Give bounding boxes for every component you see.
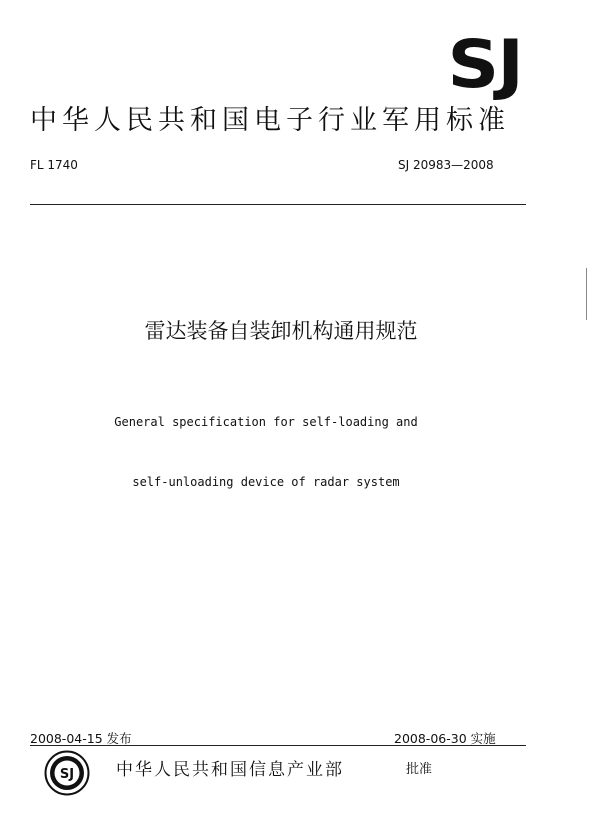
footer-divider <box>30 745 526 746</box>
organization-title: 中华人民共和国电子行业军用标准 <box>30 105 510 136</box>
classification-code: FL 1740 <box>30 158 78 172</box>
implementation-date: 2008-06-30 实施 <box>394 731 496 746</box>
english-title-line-2: self-unloading device of radar system <box>132 475 400 489</box>
scan-edge-mark <box>586 268 587 320</box>
english-title-line-1: General specification for self-loading and <box>114 415 418 429</box>
approval-label: 批准 <box>406 762 433 777</box>
document-title-chinese: 雷达装备自装卸机构通用规范 <box>144 319 418 343</box>
document-title-english <box>0 372 532 512</box>
standard-number: SJ 20983—2008 <box>398 158 494 172</box>
seal-logo-text: SJ <box>59 767 75 782</box>
issue-date: 2008-04-15 发布 <box>30 731 132 746</box>
ministry-seal-icon <box>44 750 90 796</box>
header-divider <box>30 204 526 205</box>
issuing-body: 中华人民共和国信息产业部 <box>116 760 344 780</box>
sj-logo: SJ <box>447 25 522 103</box>
